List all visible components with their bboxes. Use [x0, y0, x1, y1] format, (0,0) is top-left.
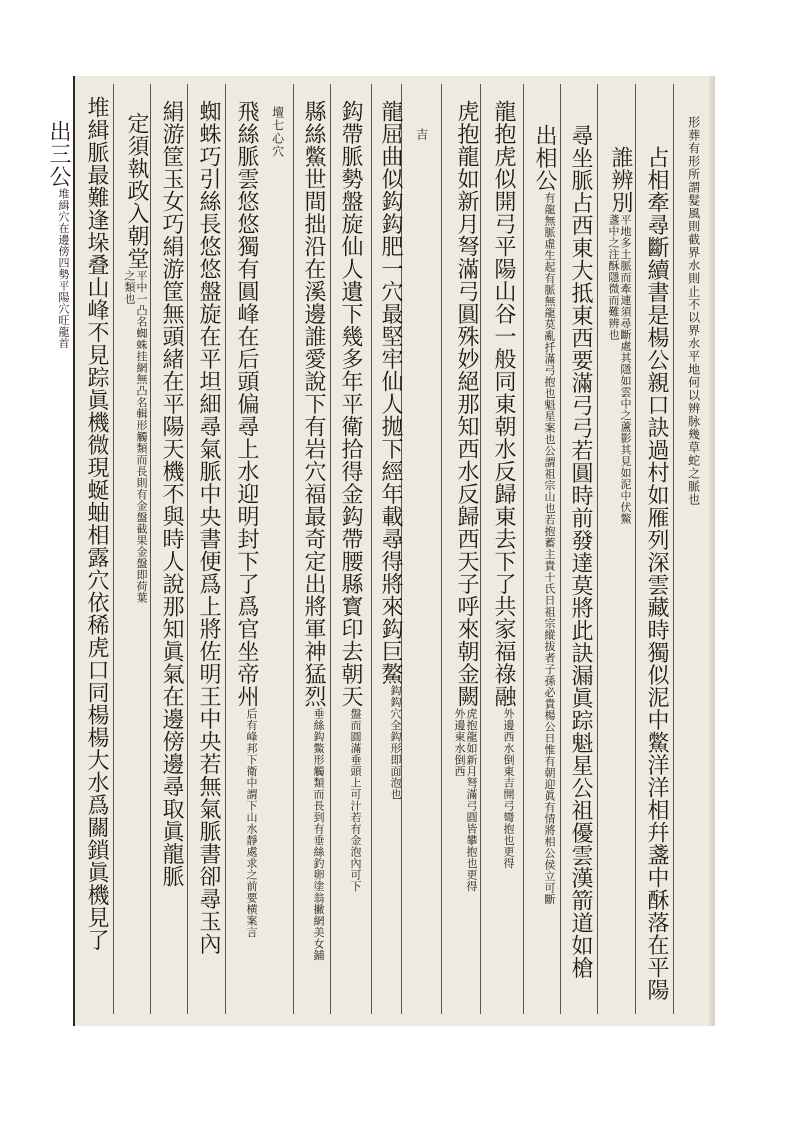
column-rule: [225, 84, 226, 1014]
text-column-9: [379, 100, 401, 1025]
column-rule: [673, 84, 674, 1014]
annotation: 外邊西水倒東吉開弓彎抱也更得: [502, 707, 515, 869]
column-text: 誰辨別: [608, 146, 633, 214]
text-column-5: [533, 124, 555, 1049]
column-text: 定須執政入朝堂: [124, 112, 149, 270]
text-column-3: [607, 146, 631, 1071]
annotation: 垂絲鈎鱉形觸類而長到有垂絲釣卵塗翁撇網美女鋪: [312, 707, 325, 961]
column-text: 飛絲脈雲悠悠獨有圓峰在后頭偏尋上水迎明封下了爲官坐帝州: [234, 100, 259, 708]
annotation: 有龍無脈虛生起有脈無龍莫亂扦滿弓抱也魁星案也公謂祖宗山也若抱蓄主貴十氏日祖宗縱拔者子孫必貴楊公日惟有朝迎眞有情將相公侯立可斷: [543, 191, 556, 905]
column-text: 尋坐脈占西東大抵東西要滿弓弓若圓時前發達莫將此訣漏眞踪魁星公祖優雲漢箭道如槍: [568, 124, 593, 979]
column-text: 吉: [414, 128, 429, 141]
text-column-10: [339, 100, 361, 1025]
column-rule: [441, 84, 442, 1014]
annotation: 平中一凸名蜘蛛挂網無凸名輯形觸類而長則有金盤截果金盤即荷葉之類也: [123, 269, 148, 603]
column-text: 龍抱虎似開弓平陽山谷一般同東朝水反歸東去下了共家福祿融: [491, 100, 516, 708]
text-column-17: [85, 96, 107, 1021]
column-rule: [523, 84, 524, 1014]
book-page: [46, 76, 715, 1026]
column-text: 形葬有形所謂髮風則截界水則止不以界水平地何以辨脉幾草蛇之脈也: [686, 116, 701, 506]
column-rule: [113, 84, 114, 1014]
column-text: 鈎帶脈勢盤旋仙人遺下幾多年平衛拾得金鈎帶腰縣寳印去朝天: [338, 100, 363, 708]
column-rule: [597, 84, 598, 1014]
column-text: 出相公: [532, 124, 557, 192]
column-text: 出三公: [46, 120, 71, 188]
text-column-18: [47, 120, 69, 1045]
column-text: 壇七心穴: [270, 106, 285, 158]
column-rule: [150, 84, 151, 1014]
column-rule: [371, 84, 372, 1014]
column-rule: [635, 84, 636, 1014]
text-column-8: [415, 128, 428, 1053]
text-column-15: [160, 100, 182, 1025]
text-column-4: [569, 124, 591, 1049]
column-text: 絹游筐玉女巧絹游筐無頭緒在平陽天機不與時人說那知眞氣在邊傍邊尋取眞龍脈: [159, 100, 184, 888]
annotation: 盤而圓滿垂頭上可汁若有金泡內可下: [349, 707, 362, 892]
text-column-11: [302, 100, 324, 1025]
column-text: 縣絲鱉世間拙沿在溪邊誰愛說下有岩穴福最奇定出將軍神猛烈: [301, 100, 326, 708]
column-text: 占相牽尋斷續書是楊公親口訣過村如雁列深雲藏時獨似泥中鱉洋洋相幷盞中酥落在平陽: [644, 146, 669, 1001]
text-column-7: [453, 100, 477, 1025]
annotation: 平地多土脈而牽連須尋斷處其隱如雲中之蘆影其見如泥中伏鱉盞中之注酥隱微而難辨也: [607, 213, 632, 524]
annotation: 后有峰邦下衛中謂下山水靜處求之前要横案言: [245, 707, 258, 938]
column-rule: [480, 84, 481, 1014]
text-column-16: [123, 112, 147, 1037]
text-column-14: [197, 100, 219, 1025]
column-rule: [187, 84, 188, 1014]
annotation: 鈎鈎穴全鈎形即面泡也: [389, 685, 402, 800]
text-column-6: [492, 100, 514, 1025]
column-rule: [330, 84, 331, 1014]
column-text: 堆緝脈最難逢垛叠山峰不見踪眞機微現蜒蚰相露穴依稀虎口同楊楊大水爲關鎖眞機見了: [84, 96, 109, 951]
column-text: 龍屈曲似鈎鈎肥一穴最堅牢仙人拋下經年載尋得將來鈎巨鰲: [378, 100, 403, 685]
column-text: 蜘蛛巧引絲長悠悠盤旋在平坦細尋氣脈中央書便爲上將佐明王中央若無氣脈書卻尋玉內: [196, 100, 221, 955]
text-column-13: [235, 100, 257, 1025]
page-edge: [709, 76, 715, 1026]
text-column-2: [645, 146, 667, 1071]
column-rule: [560, 84, 561, 1014]
annotation: 堆緝穴在邊傍四勢平陽穴旺龍首: [57, 187, 70, 349]
column-rule: [293, 84, 294, 1014]
annotation: 虎抱龍如新月弩滿弓圓皆攀抱也更得外邊東水倒西: [453, 707, 478, 892]
text-column-1: [687, 116, 700, 1041]
column-text: 虎抱龍如新月弩滿弓圓殊妙絕那知西水反歸西天子呼來朝金闕: [454, 100, 479, 708]
text-column-12: [271, 106, 284, 1031]
